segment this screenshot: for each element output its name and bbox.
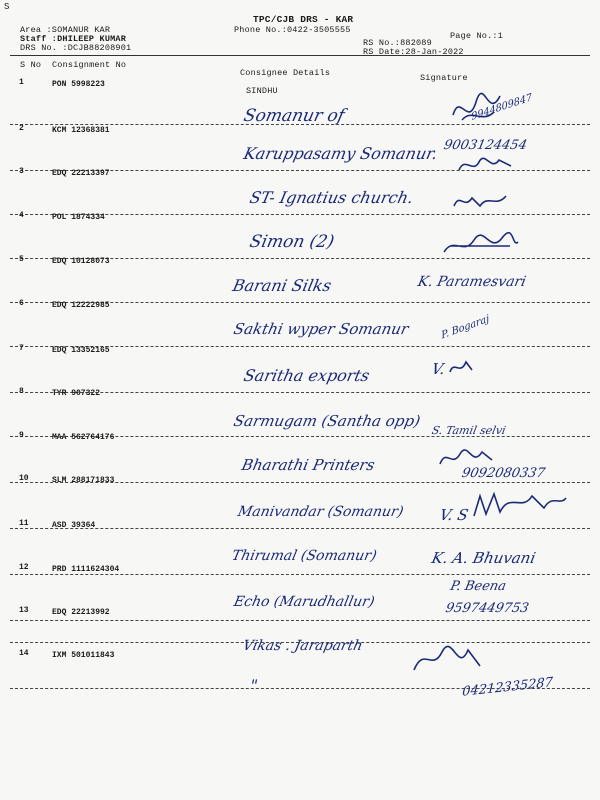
row-divider [10, 642, 590, 643]
row-13-sno: 13 [19, 606, 29, 615]
row-5-consignment: EDQ 10128073 [52, 257, 110, 266]
row-9-consignment: MAA 562764176 [52, 433, 115, 442]
row-11-sno: 11 [19, 519, 29, 528]
row-7-consignment: EDQ 13352165 [52, 346, 110, 355]
col-consignment: Consignment No [52, 60, 127, 70]
row-11-consignment: ASD 39364 [52, 521, 96, 530]
col-signature: Signature [420, 73, 468, 83]
row-7-consignee-handwritten: Saritha exports [241, 366, 372, 385]
row-10-consignee-handwritten: Manivandar (Somanur) [236, 504, 405, 520]
row-1-sno: 1 [19, 78, 24, 87]
row-10-consignment: SLM 288171833 [52, 476, 115, 485]
row-6-consignment: EDQ 12222985 [52, 301, 110, 310]
row-10-signature-scribble [470, 488, 570, 524]
row-9-consignee-handwritten: Bharathi Printers [240, 456, 377, 474]
row-8-consignment: TYR 907322 [52, 389, 101, 398]
col-sno: S No [20, 60, 42, 70]
report-title: TPC/CJB DRS - KAR [253, 14, 354, 25]
corner-mark: S [4, 2, 10, 12]
staff-field: Staff :DHILEEP KUMAR [20, 34, 127, 44]
area-field: Area :SOMANUR KAR [20, 25, 111, 35]
row-9-sno: 9 [19, 431, 24, 440]
row-13-signature-scribble [410, 640, 490, 680]
row-1-consignee-print: SINDHU [246, 86, 278, 96]
row-12-sno: 12 [19, 563, 29, 572]
row-8-consignee-handwritten: Sarmugam (Santha opp) [232, 412, 422, 430]
row-1-signature-text: 9944809847 [470, 92, 533, 123]
phone-number: Phone No.:0422-3505555 [234, 25, 351, 35]
row-14-consignee-handwritten: " [247, 676, 260, 695]
row-divider [10, 688, 590, 689]
row-4-consignee-handwritten: Simon (2) [247, 232, 337, 252]
row-3-consignment: EDQ 22213397 [52, 169, 110, 178]
header-divider [10, 55, 590, 56]
row-2-consignment: KCM 12368381 [52, 126, 110, 135]
row-2-sno: 2 [19, 124, 24, 133]
row-10-sno: 10 [19, 474, 29, 483]
row-14-sno: 14 [19, 649, 29, 658]
row-2-consignee-handwritten: Karuppasamy Somanur. [241, 144, 440, 163]
row-2-signature-scribble [455, 152, 515, 178]
row-divider [10, 528, 590, 529]
row-5-consignee-handwritten: Barani Silks [230, 276, 334, 295]
row-13-signature-text: 04212335287 [461, 675, 554, 700]
row-3-sno: 3 [19, 167, 24, 176]
row-11-signature-text: K. A. Bhuvani [430, 549, 538, 567]
row-11-consignee-handwritten: Thirumal (Somanur) [230, 548, 379, 564]
row-divider [10, 620, 590, 621]
row-12-consignment: PRD 1111624304 [52, 565, 120, 574]
row-7-sno: 7 [19, 344, 24, 353]
rs-date: RS Date:28-Jan-2022 [363, 47, 464, 57]
row-8-sno: 8 [19, 387, 24, 396]
row-7-signature-scribble [446, 356, 476, 380]
drs-number: DRS No. :DCJB88208901 [20, 43, 132, 53]
col-consignee: Consignee Details [240, 68, 331, 78]
row-12-consignee-handwritten: Echo (Marudhallur) [232, 594, 376, 610]
row-3-consignee-handwritten: ST- Ignatius church. [247, 188, 416, 207]
row-10-signature-text: V. S [438, 506, 470, 524]
row-6-consignee-handwritten: Sakthi wyper Somanur [232, 320, 411, 338]
row-3-signature-scribble [450, 190, 510, 214]
row-9-signature-scribble [436, 446, 496, 472]
row-7-signature-text: V. [430, 360, 447, 378]
row-5-signature-text: K. Paramesvari [416, 274, 528, 290]
row-5-sno: 5 [19, 255, 24, 264]
row-6-sno: 6 [19, 299, 24, 308]
rs-number: RS No.:882089 [363, 38, 432, 48]
row-4-consignment: POL 1874334 [52, 213, 105, 222]
page-number: Page No.:1 [450, 31, 504, 41]
row-4-sno: 4 [19, 211, 24, 220]
row-divider [10, 574, 590, 575]
row-14-consignment: IXM 501011843 [52, 651, 115, 660]
row-9-signature-text: 9092080337 [460, 466, 547, 481]
row-2-signature-text: 9003124454 [442, 138, 529, 153]
row-8-signature-text: S. Tamil selvi [430, 424, 507, 437]
row-4-signature-scribble [440, 232, 520, 260]
row-1-consignment: PON 5998223 [52, 80, 105, 89]
row-divider [10, 124, 590, 125]
row-6-signature-text: P. Bogaraj [440, 313, 491, 342]
row-13-consignment: EDQ 22213992 [52, 608, 110, 617]
row-13-consignee-handwritten: Vikas . Jaraparth [241, 638, 365, 654]
row-12-signature-text: P. Beena 9597449753 [444, 579, 531, 616]
row-1-consignee-handwritten: Somanur of [241, 106, 347, 126]
